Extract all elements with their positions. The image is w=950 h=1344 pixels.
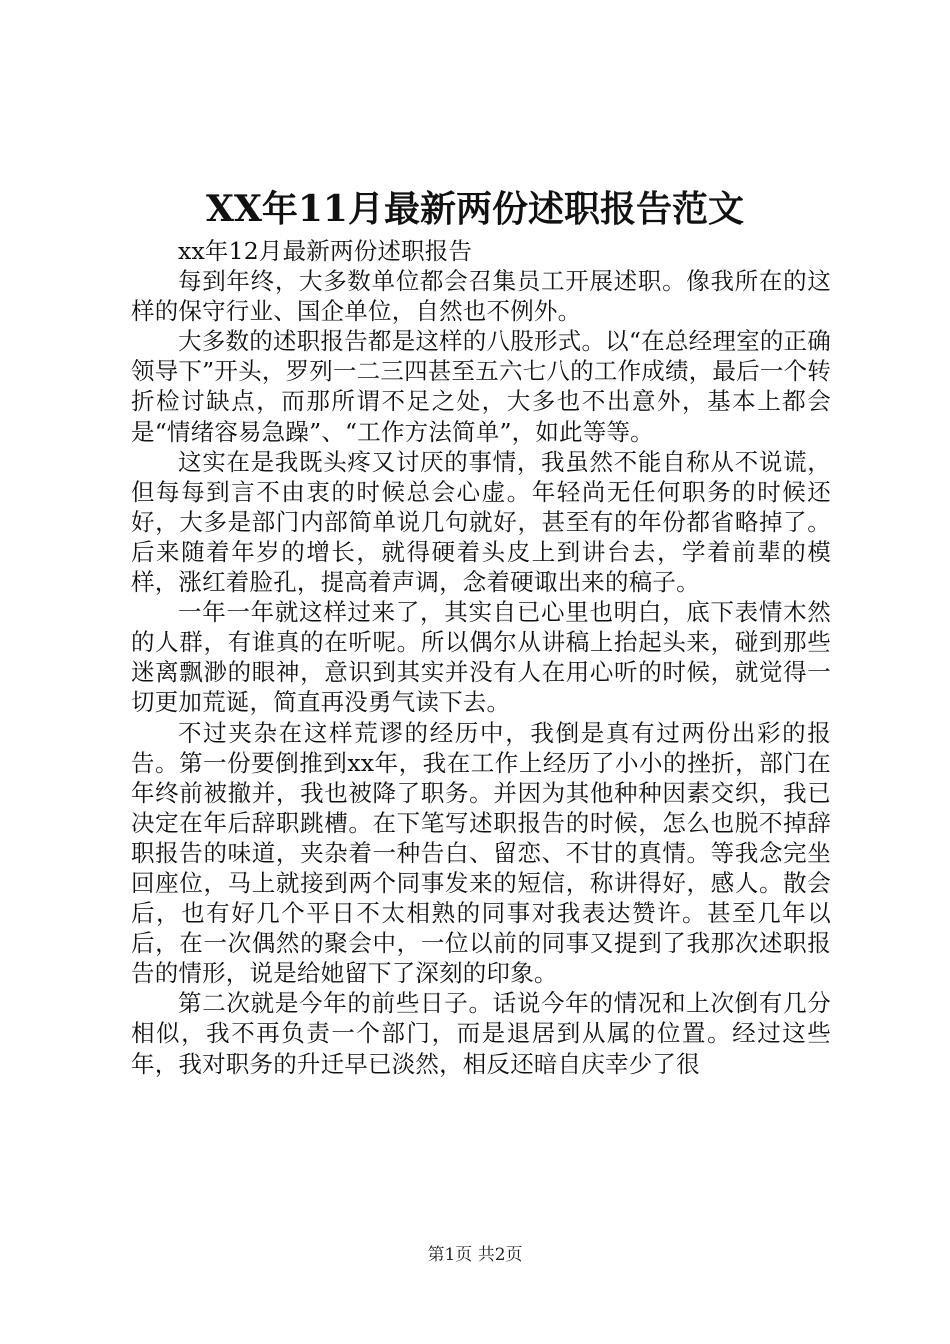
page-indicator: 第1页 共2页 [427, 1245, 523, 1265]
paragraph-3: 这实在是我既头疼又讨厌的事情，我虽然不能自称从不说谎，但每每到言不由衷的时候总会心虚。年轻尚无任何职务的时候还好，大多是部门内部简单说几句就好，甚至有的年份都省略掉了。后来随着年岁的增长，就得硬着头皮上到讲台去，学着前辈的模样，涨红着脸孔，提高着声调，念着硬诹出来的稿子。 [131, 447, 831, 597]
paragraph-1: 每到年终，大多数单位都会召集员工开展述职。像我所在的这样的保守行业、国企单位，自然也不例外。 [131, 267, 831, 326]
document-body [131, 236, 831, 1079]
paragraph-4: 一年一年就这样过来了，其实自已心里也明白，底下表情木然的人群，有谁真的在听呢。所以偶尔从讲稿上抬起头来，碰到那些迷离飘渺的眼神，意识到其实并没有人在用心听的时候，就觉得一切更加荒诞，简直再没勇气读下去。 [131, 598, 831, 717]
paragraph-5: 不过夹杂在这样荒谬的经历中，我倒是真有过两份出彩的报告。第一份要倒推到xx年，我在工作上经历了小小的挫折，部门在年终前被撤并，我也被降了职务。并因为其他种种因素交织，我已决定在年后辞职跳槽。在下笔写述职报告的时候，怎么也脱不掉辞职报告的味道，夹杂着一种告白、留恋、不甘的真情。等我念完坐回座位，马上就接到两个同事发来的短信，称讲得好，感人。散会后，也有好几个平日不太相熟的同事对我表达赞许。甚至几年以后，在一次偶然的聚会中，一位以前的同事又提到了我那次述职报告的情形，说是给她留下了深刻的印象。 [131, 718, 831, 988]
document-title: XX年11月最新两份述职报告范文 [206, 188, 744, 230]
document-subtitle: xx年12月最新两份述职报告 [178, 237, 473, 265]
page-footer [0, 1244, 950, 1266]
paragraph-6: 第二次就是今年的前些日子。话说今年的情况和上次倒有几分相似，我不再负责一个部门，而是退居到从属的位置。经过这些年，我对职务的升迁早已淡然，相反还暗自庆幸少了很 [131, 989, 831, 1078]
paragraph-2: 大多数的述职报告都是这样的八股形式。以“在总经理室的正确领导下”开头，罗列一二三四甚至五六七八的工作成绩，最后一个转折检讨缺点，而那所谓不足之处，大多也不出意外，基本上都会是“情绪容易急躁”、“工作方法简单”，如此等等。 [131, 327, 831, 446]
